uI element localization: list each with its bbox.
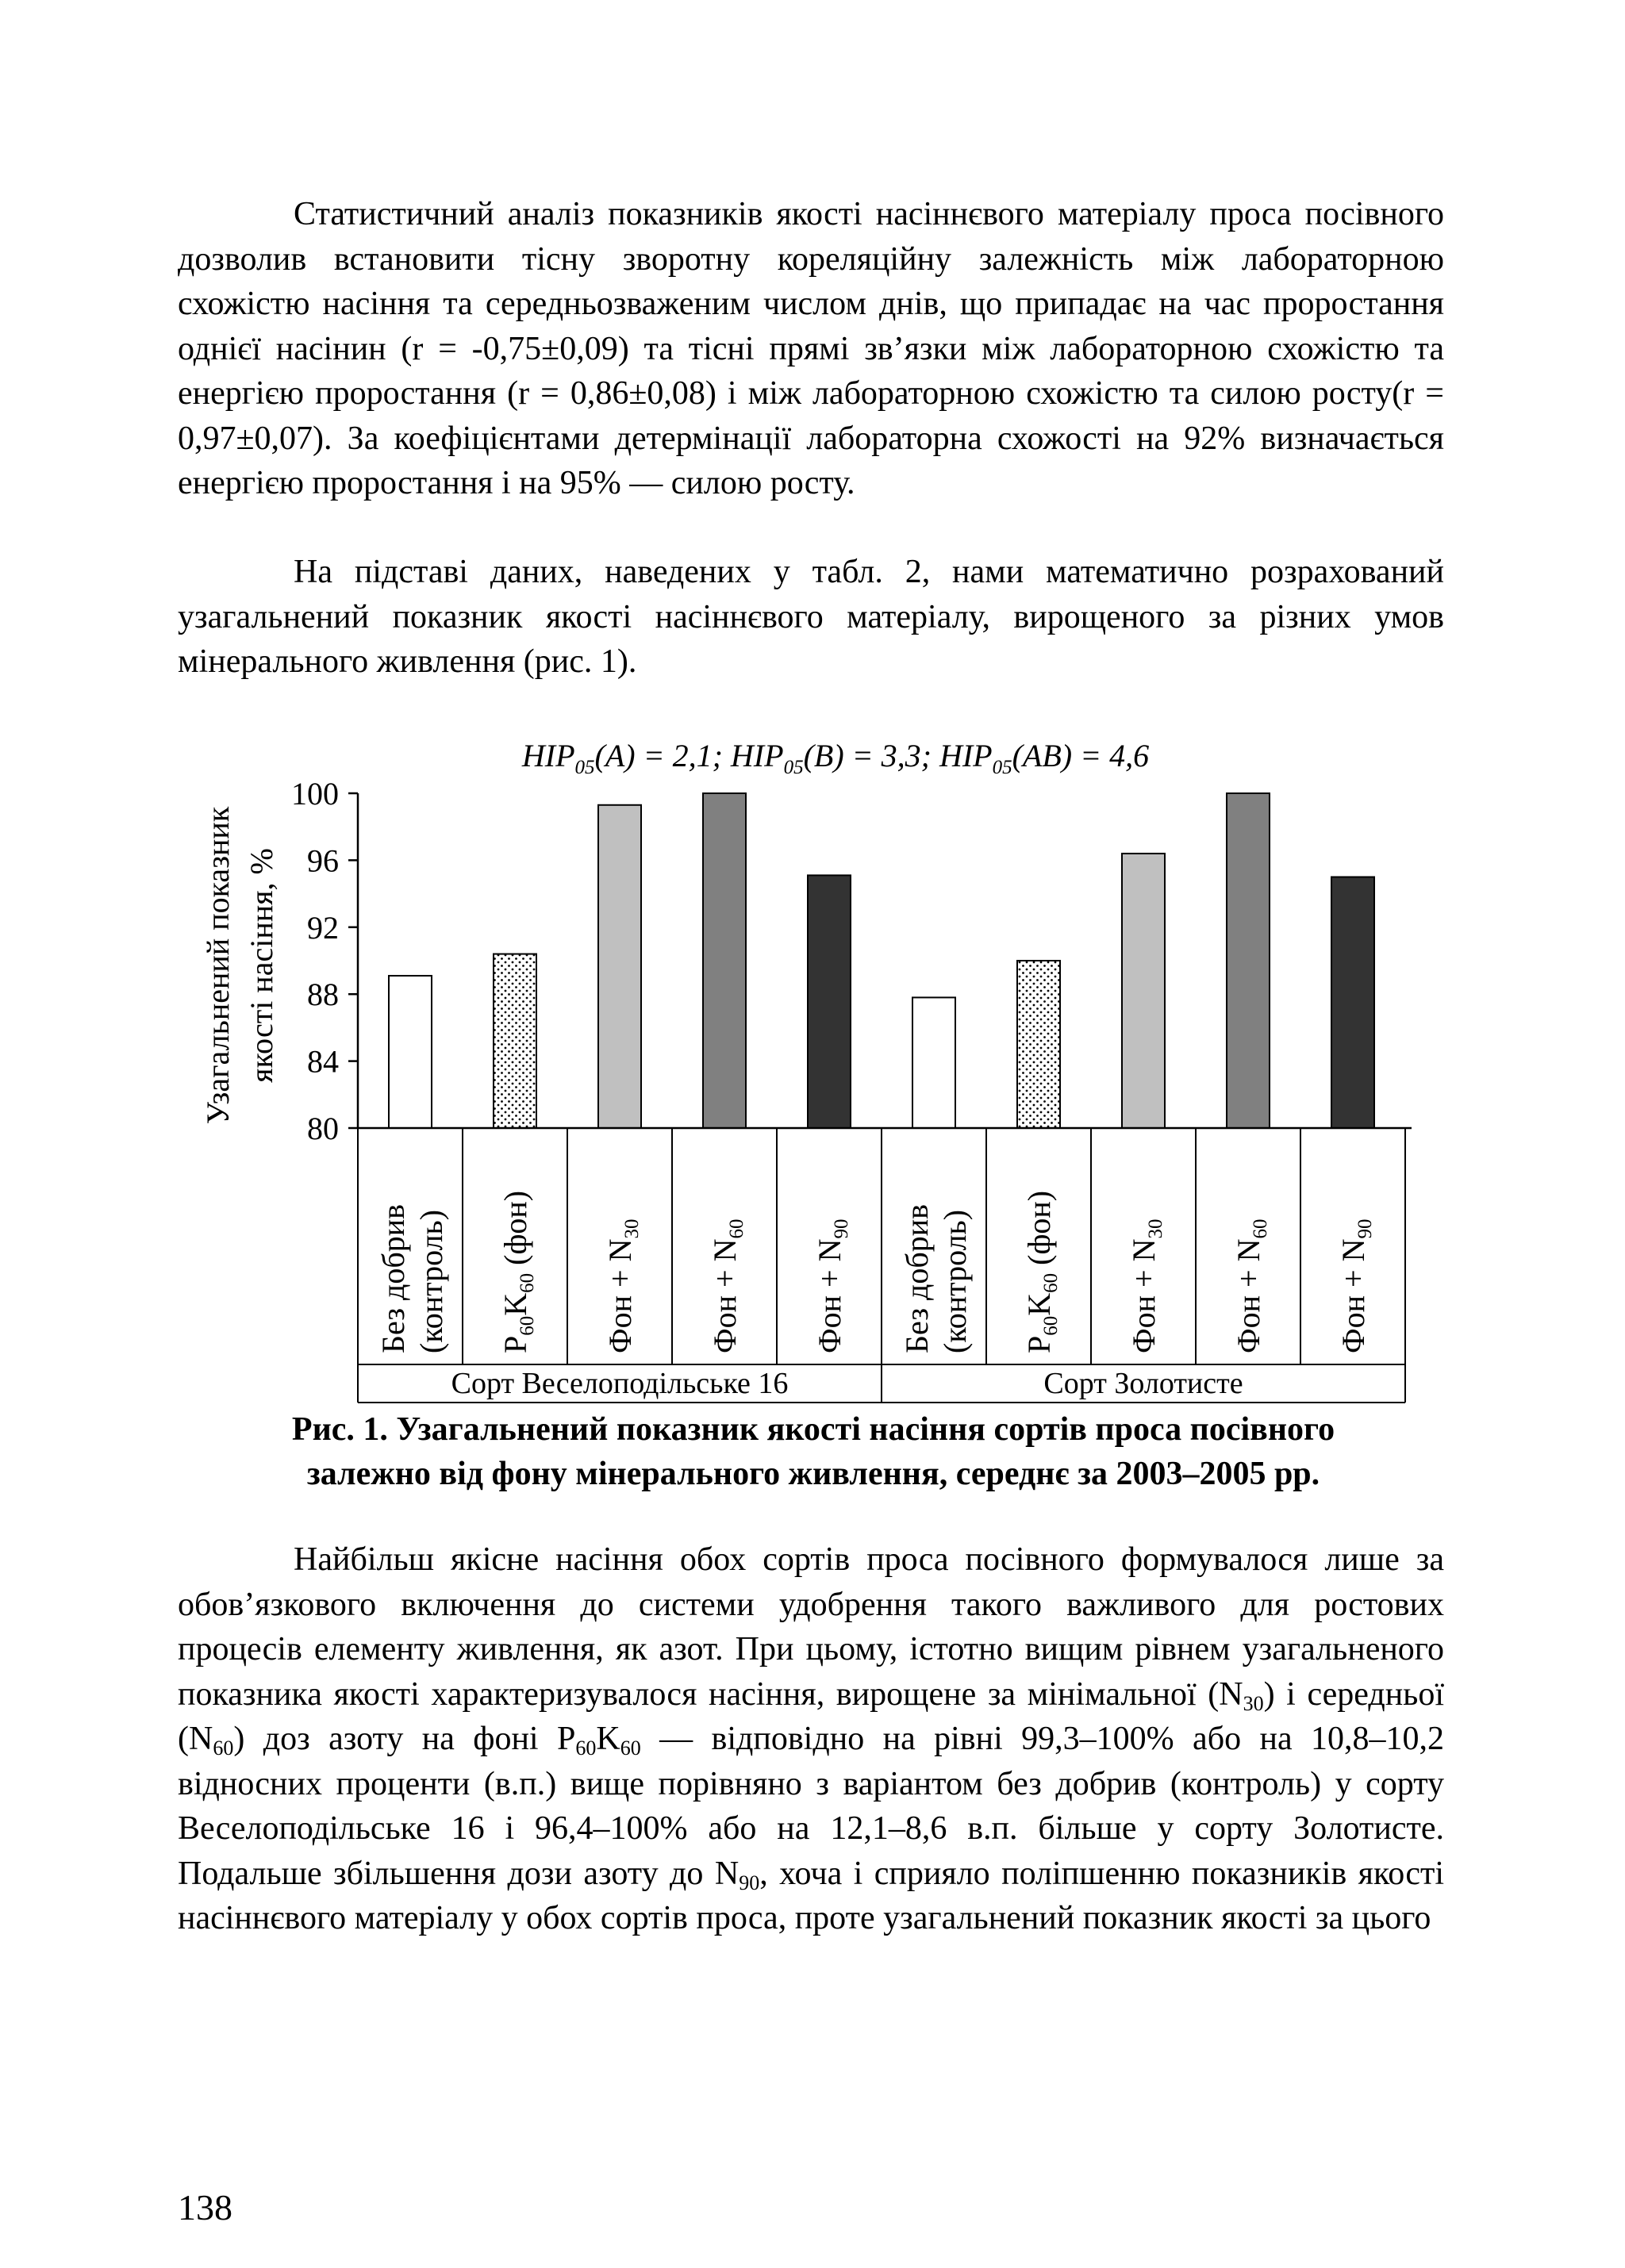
- category-table: [358, 1128, 1405, 1403]
- paragraph-1-text: Статистичний аналіз показників якості насіннєвого матеріалу проса посівного дозволив встановити тісну зворотну кореляційну залежність між лабораторною схожістю насіння та середньозваженим числом днів, що припадає на час проростання однієї насінин (r = -0,75±0,09) та тісні прямі зв’язки між лабораторною схожістю та енергією проростання (r = 0,86±0,08) і між лабораторною схожістю та силою росту(r = 0,97±0,07). За коефіцієнтами детермінації лабораторна схожості на 92% визначається енергією проростання і на 95% — силою росту.: [178, 196, 1444, 501]
- bar: [1122, 854, 1165, 1128]
- bar: [912, 997, 955, 1128]
- x-category-label: Фон + $N_{60}$: [1231, 1218, 1271, 1353]
- bar: [389, 976, 432, 1128]
- chart-title: $НІР_{05}(А) = 2,1$; $НІР_{05}(В) = 3,3$; $НІР_{05}(АВ) = 4,6$: [521, 738, 1150, 778]
- bar: [1017, 961, 1060, 1128]
- bar: [1227, 793, 1270, 1128]
- bar: [703, 793, 746, 1128]
- x-category-label: Фон + $N_{30}$: [602, 1218, 643, 1353]
- bar: [1331, 877, 1374, 1129]
- paragraph-1: [178, 192, 1444, 506]
- x-category-label: Фон + $N_{90}$: [812, 1218, 852, 1353]
- y-tick-label: 88: [307, 977, 339, 1013]
- paragraph-3: [178, 1537, 1444, 1941]
- y-tick-label: 84: [307, 1043, 339, 1080]
- y-axis-label-line-2: якості насіння, %: [244, 848, 279, 1083]
- y-tick-label: 80: [307, 1111, 339, 1146]
- y-axis-label-line-1: Узагальнений показник: [200, 806, 236, 1125]
- subscript: 60: [620, 1736, 641, 1760]
- figure-caption: [143, 1407, 1484, 1496]
- y-tick-label: 96: [307, 842, 339, 879]
- subscript: 60: [575, 1736, 597, 1760]
- page-number: 138: [178, 2187, 232, 2228]
- figure-bar-chart: [0, 714, 1625, 1444]
- subscript: 90: [739, 1871, 760, 1894]
- bar: [808, 875, 851, 1128]
- x-category-label: Без добрив: [375, 1203, 411, 1353]
- x-category-label: $P_{60}K_{60}$ (фон): [497, 1190, 538, 1353]
- x-category-label: Фон + $N_{30}$: [1126, 1218, 1166, 1353]
- bar: [494, 954, 536, 1128]
- y-tick-label: 92: [307, 909, 339, 946]
- paragraph-3-text-1: Найбільш якісне насіння обох сортів проса посівного формувалося лише за обов’язкового включення до системи удобрення такого важливого для ростових процесів елементу живлення, як азот. При цьому, істотно вищим рівнем узагальненого показника якості характеризувалося насіння, вирощене за мінімальної (N: [178, 1541, 1444, 1713]
- subscript: 30: [1243, 1691, 1264, 1715]
- bar: [598, 805, 641, 1128]
- x-category-label: Фон + $N_{90}$: [1335, 1218, 1376, 1353]
- subscript: 60: [213, 1736, 234, 1760]
- bars: [389, 793, 1374, 1128]
- y-axis-ticks: [291, 776, 358, 1146]
- caption-line-2: залежно від фону мінерального живлення, середнє за 2003–2005 рр.: [306, 1456, 1320, 1492]
- paragraph-3-text-5: — відповідно на рівні 99,3–100% або на 10,8–10,2 відносних проценти (в.п.) вище порівняно з варіантом без добрив (контроль) у сорту Веселоподільське 16 і 96,4–100% або на 12,1–8,6 в.п. більше у сорту Золотисте. Подальше збільшення дози азоту до N: [178, 1721, 1444, 1892]
- x-category-label: (контроль): [413, 1209, 449, 1353]
- y-tick-label: 100: [291, 776, 339, 812]
- paragraph-3-text-6: , хоча і сприяло поліпшенню показників якості насіннєвого матеріалу у обох сортів проса, проте узагальнений показник якості за цього: [178, 1855, 1444, 1936]
- paragraph-3-text-3: ) доз азоту на фоні P: [233, 1721, 576, 1757]
- paragraph-3-text-4: K: [596, 1721, 620, 1757]
- x-category-label: Без добрив: [899, 1203, 935, 1353]
- x-category-label: Фон + $N_{60}$: [707, 1218, 747, 1353]
- caption-line-1: Рис. 1. Узагальнений показник якості насіння сортів проса посівного: [291, 1411, 1335, 1448]
- group-label: Сорт Золотисте: [1043, 1367, 1243, 1400]
- x-category-label: $P_{60}K_{60}$ (фон): [1021, 1190, 1062, 1353]
- group-label: Сорт Веселоподільське 16: [451, 1367, 789, 1400]
- paragraph-2-text: На підставі даних, наведених у табл. 2, нами математично розрахований узагальнений показник якості насіннєвого матеріалу, вирощеного за різних умов мінерального живлення (рис. 1).: [178, 554, 1444, 680]
- paragraph-3-text-2: ) і середньої (N: [178, 1675, 1444, 1757]
- paragraph-2: [178, 550, 1444, 685]
- x-category-label: (контроль): [937, 1209, 973, 1353]
